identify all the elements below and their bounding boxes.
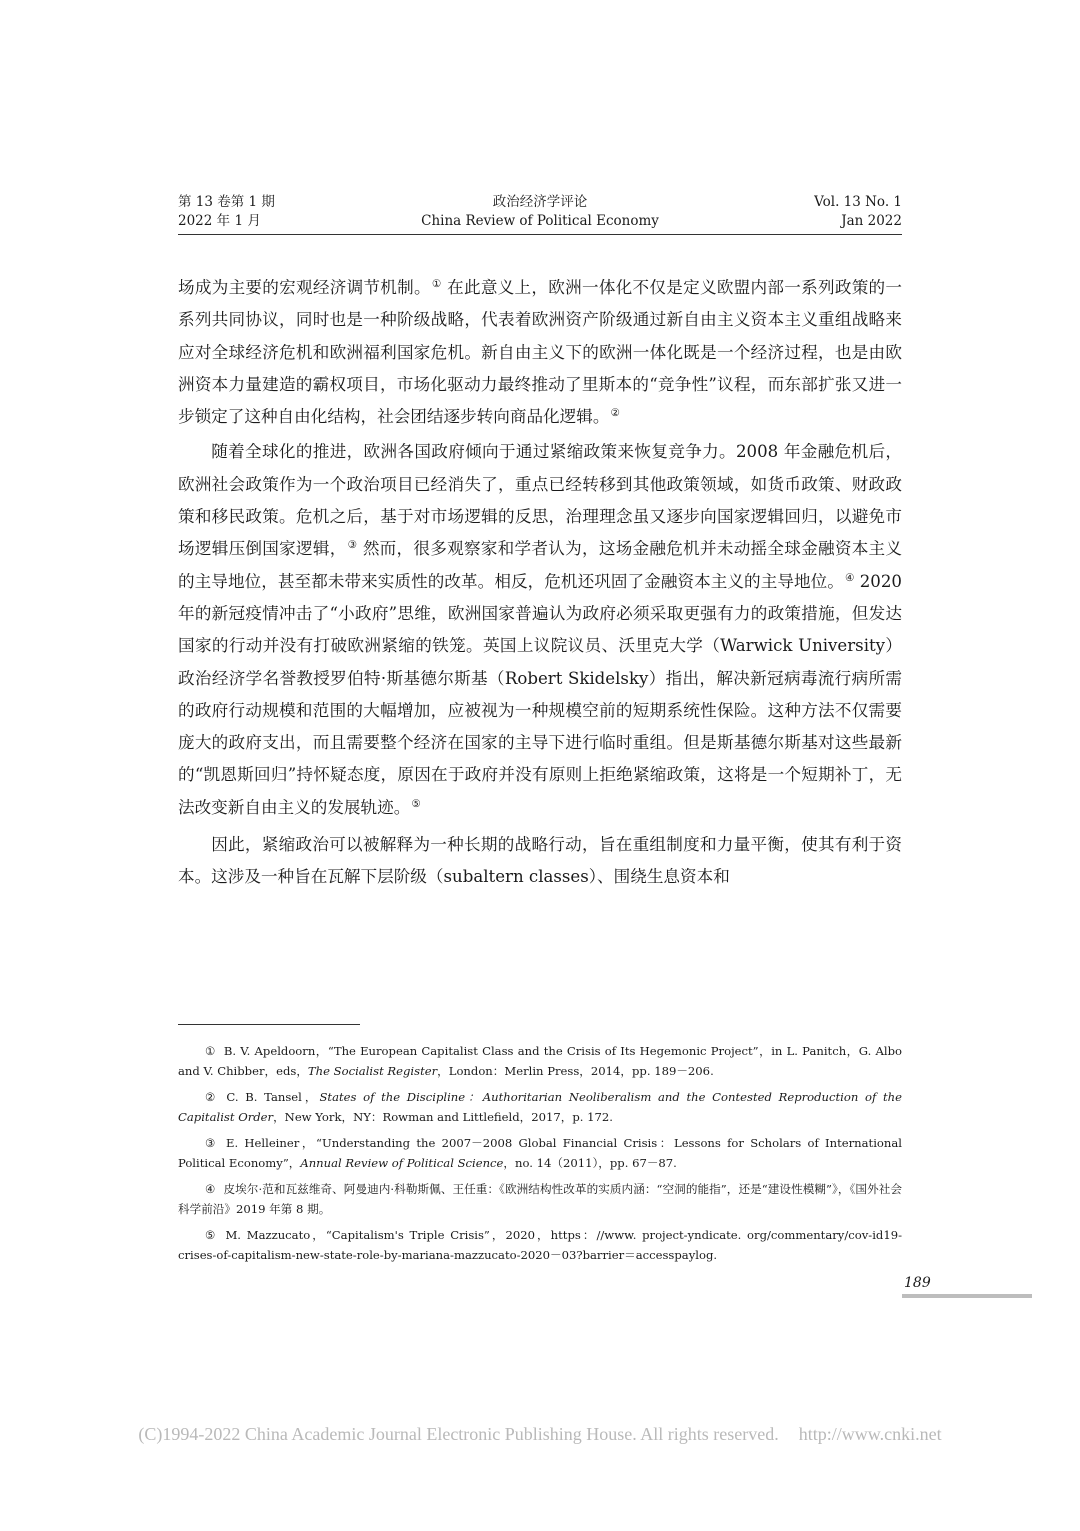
issue-date-en: Jan 2022	[841, 213, 902, 229]
volume-issue-en: Vol. 13 No. 1	[814, 194, 902, 210]
header-rule	[178, 234, 902, 235]
issue-date-cn: 2022 年 1 月	[178, 213, 261, 229]
journal-title-cn: 政治经济学评论	[492, 194, 588, 210]
footnote-2: ② C. B. Tansel，States of the Discipline：Authoritarian Neoliberalism and the Contested Reproduction of the Capitalist Order，New York，NY：Rowman and Littlefield，2017，p. 172.	[178, 1090, 902, 1124]
running-header	[178, 193, 902, 233]
paragraph-1: 场成为主要的宏观经济调节机制。① 在此意义上，欧洲一体化不仅是定义欧盟内部一系列政策的一系列共同协议，同时也是一种阶级战略，代表着欧洲资产阶级通过新自由主义资本主义重组战略来应对全球经济危机和欧洲福利国家危机。新自由主义下的欧洲一体化既是一个经济过程，也是由欧洲资本力量建造的霸权项目，市场化驱动力最终推动了里斯本的“竞争性”议程，而东部扩张又进一步锁定了这种自由化结构，社会团结逐步转向商品化逻辑。②	[178, 278, 902, 427]
journal-volume-issue-en	[814, 193, 902, 231]
footnote-ref-4[interactable]: ④	[844, 571, 855, 584]
journal-title	[178, 193, 902, 231]
footnote-ref-3[interactable]: ③	[347, 539, 358, 552]
journal-title-en: China Review of Political Economy	[421, 213, 659, 229]
body-text	[178, 272, 902, 897]
watermark-url[interactable]: http://www.cnki.net	[798, 1424, 942, 1444]
footnote-ref-2[interactable]: ②	[610, 407, 620, 420]
footnote-1: ① B. V. Apeldoorn，“The European Capitalist Class and the Crisis of Its Hegemonic Project”，in L. Panitch，G. Albo and V. Chibber，eds，The Socialist Register，London：Merlin Press，2014，pp. 189－206.	[178, 1044, 902, 1078]
footnote-rule	[178, 1024, 360, 1025]
cnki-watermark	[0, 1424, 1080, 1445]
page-number-bar	[902, 1294, 1032, 1298]
footnote-ref-1[interactable]: ①	[431, 278, 442, 290]
footnote-3: ③ E. Helleiner，“Understanding the 2007－2008 Global Financial Crisis：Lessons for Scholars of International Political Economy”，Annual Review of Political Science，no. 14（2011），pp. 67－87.	[178, 1136, 902, 1170]
volume-issue-cn: 第 13 卷第 1 期	[178, 194, 275, 210]
page-number: 189	[904, 1275, 931, 1291]
paragraph-2: 随着全球化的推进，欧洲各国政府倾向于通过紧缩政策来恢复竞争力。2008 年金融危机后，欧洲社会政策作为一个政治项目已经消失了，重点已经转移到其他政策领域，如货币政策、财政政策和移民政策。危机之后，基于对市场逻辑的反思，治理理念虽又逐步向国家逻辑回归，以避免市场逻辑压倒国家逻辑，③ 然而，很多观察家和学者认为，这场金融危机并未动摇全球金融资本主义的主导地位，甚至都未带来实质性的改革。相反，危机还巩固了金融资本主义的主导地位。④ 2020 年的新冠疫情冲击了“小政府”思维，欧洲国家普遍认为政府必须采取更强有力的政策措施，但发达国家的行动并没有打破欧洲紧缩的铁笼。英国上议院议员、沃里克大学（Warwick University）政治经济学名誉教授罗伯特·斯基德尔斯基（Robert Skidelsky）指出，解决新冠病毒流行病所需的政府行动规模和范围的大幅增加，应被视为一种规模空前的短期系统性保险。这种方法不仅需要庞大的政府支出，而且需要整个经济在国家的主导下进行临时重组。但是斯基德尔斯基对这些最新的“凯恩斯回归”持怀疑态度，原因在于政府并没有原则上拒绝紧缩政策，这将是一个短期补丁，无法改变新自由主义的发展轨迹。⑤	[178, 442, 903, 817]
footnote-ref-5[interactable]: ⑤	[411, 797, 421, 810]
footnote-4: ④ 皮埃尔·范和瓦兹维奇、阿曼迪内·科勒斯佩、王任重：《欧洲结构性改革的实质内涵：“空洞的能指”，还是“建设性模糊”》，《国外社会科学前沿》2019 年第 8 期。	[178, 1182, 902, 1216]
paragraph-3: 因此，紧缩政治可以被解释为一种长期的战略行动，旨在重组制度和力量平衡，使其有利于资本。这涉及一种旨在瓦解下层阶级（subaltern classes）、围绕生息资本和	[178, 835, 902, 887]
footnotes	[178, 1041, 902, 1271]
watermark-copyright: (C)1994-2022 China Academic Journal Electronic Publishing House. All rights reserved.	[138, 1424, 779, 1444]
footnote-5: ⑤ M. Mazzucato，“Capitalism's Triple Crisis”，2020，https：//www. project-yndicate. org/commentary/cov-id19-crises-of-capitalism-new-state-role-by-mariana-mazzucato-2020－03?barrier＝accesspaylog.	[178, 1228, 902, 1262]
